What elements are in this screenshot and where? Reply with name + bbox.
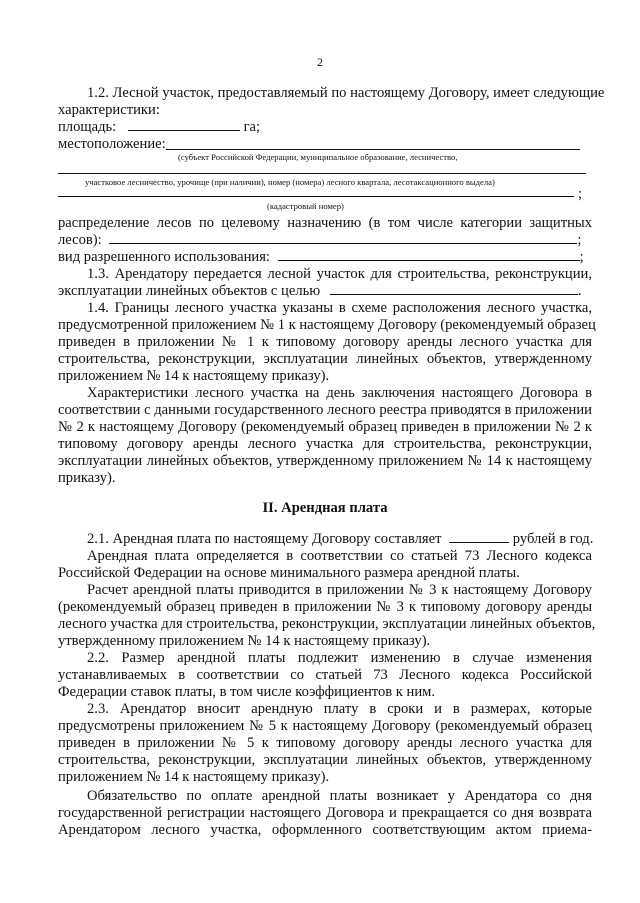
clause-1-4-line-5: приложением № 14 к настоящему приказу). [58, 368, 330, 384]
characteristics-line-2: соответствии с данными государственного лесного реестра приводятся в приложении [58, 402, 592, 418]
rent-calc-line-1: Расчет арендной платы приводится в приложении № 3 к настоящему Договору [87, 582, 592, 598]
obligation-line-3: Арендатором лесного участка, оформленного соответствующим актом приема- [58, 822, 592, 838]
clause-1-4-line-4: строительства, реконструкции, эксплуатации линейных объектов, утвержденному [58, 351, 592, 367]
area-row [58, 118, 592, 136]
clause-1-2-line-2: характеристики: [58, 102, 160, 118]
permitted-use-semicolon: ; [579, 249, 584, 265]
clause-2-1-unit: рублей в год. [512, 531, 594, 547]
permitted-use-blank [278, 248, 580, 261]
permitted-use-row [58, 248, 592, 266]
clause-1-4-line-3: приведен в приложении № 1 к типовому договору аренды лесного участка для [58, 334, 592, 350]
characteristics-line-3: № 2 к настоящему Договору (рекомендуемый образец приведен в приложении № 2 к [58, 419, 592, 435]
clause-1-2-line-1: 1.2. Лесной участок, предоставляемый по настоящему Договору, имеет следующие [87, 85, 605, 101]
rent-basis-line-2: Российской Федерации на основе минимального размера арендной платы. [58, 565, 520, 581]
caption-district: участковое лесничество, урочище (при наличии), номер (номера) лесного квартала, лесотаксационного выдела) [85, 177, 495, 187]
obligation-line-2: государственной регистрации настоящего Договора и прекращается со дня возврата [58, 805, 592, 821]
caption-cadastral: (кадастровый номер) [267, 201, 344, 211]
clause-2-3-line-5: приложением № 14 к настоящему приказу). [58, 769, 330, 785]
clause-2-2-line-2: устанавливаемых в соответствии со статьей 73 Лесного кодекса Российской [58, 667, 592, 683]
rent-basis-line-1: Арендная плата определяется в соответствии со статьей 73 Лесного кодекса [87, 548, 592, 564]
cadastral-line [58, 196, 574, 197]
characteristics-line-6: приказу). [58, 470, 116, 486]
distribution-line-2 [58, 231, 592, 249]
clause-2-1-text: 2.1. Арендная плата по настоящему Договору составляет [87, 531, 442, 547]
distribution-semicolon: ; [577, 232, 582, 248]
area-blank [128, 118, 240, 131]
rent-calc-line-4: утвержденному приложением № 14 к настоящему приказу). [58, 633, 431, 649]
clause-2-3-line-2: предусмотрены приложением № 5 к настоящему Договору (рекомендуемый образец [58, 718, 592, 734]
characteristics-line-1: Характеристики лесного участка на день заключения настоящего Договора в [87, 385, 592, 401]
rent-calc-line-3: лесного участка для строительства, реконструкции, эксплуатации линейных объектов, [58, 616, 596, 632]
location-line [166, 149, 580, 150]
permitted-use-label: вид разрешенного использования: [58, 249, 270, 265]
clause-1-4-line-1: 1.4. Границы лесного участка указаны в схеме расположения лесного участка, [87, 300, 592, 316]
distribution-line-1: распределение лесов по целевому назначению (в том числе категории защитных [58, 215, 592, 231]
area-unit: га; [243, 119, 261, 135]
caption-subject: (субъект Российской Федерации, муниципальное образование, лесничество, [178, 152, 458, 162]
location-label: местоположение: [58, 136, 166, 152]
distribution-blank [109, 231, 577, 244]
characteristics-line-5: эксплуатации линейных объектов, утвержденному приложением № 14 к настоящему [58, 453, 592, 469]
rent-calc-line-2: (рекомендуемый образец приведен в приложении № 3 к типовому договору аренды [58, 599, 592, 615]
cadastral-semicolon: ; [578, 186, 583, 202]
purpose-blank [330, 282, 578, 295]
distribution-label: лесов): [58, 232, 102, 248]
obligation-line-1: Обязательство по оплате арендной платы возникает у Арендатора со дня [87, 788, 592, 804]
clause-2-2-line-1: 2.2. Размер арендной платы подлежит изменению в случае изменения [87, 650, 592, 666]
clause-2-3-line-1: 2.3. Арендатор вносит арендную плату в сроки и в размерах, которые [87, 701, 592, 717]
area-label: площадь: [58, 119, 117, 135]
rent-amount-blank [449, 530, 509, 543]
clause-1-3-line-2: эксплуатации линейных объектов с целью . [58, 283, 582, 299]
page-number: 2 [317, 55, 323, 69]
clause-1-3-line-1: 1.3. Арендатору передается лесной участок для строительства, реконструкции, [87, 266, 592, 282]
clause-2-2-line-3: Федерации ставок платы, в том числе коэффициентов к ним. [58, 684, 436, 700]
clause-1-4-line-2: предусмотренной приложением № 1 к настоящему Договору (рекомендуемый образец [58, 317, 596, 333]
district-line [58, 173, 586, 174]
clause-2-1 [87, 530, 592, 548]
clause-2-3-line-4: строительства, реконструкции, эксплуатации линейных объектов, утвержденному [58, 752, 592, 768]
section-2-title: II. Арендная плата [262, 500, 388, 516]
characteristics-line-4: типовому договору аренды лесного участка для строительства, реконструкции, [58, 436, 592, 452]
clause-1-3-purpose-label: эксплуатации линейных объектов с целью [58, 283, 321, 299]
clause-2-3-line-3: приведен в приложении № 5 к типовому договору аренды лесного участка для [58, 735, 592, 751]
